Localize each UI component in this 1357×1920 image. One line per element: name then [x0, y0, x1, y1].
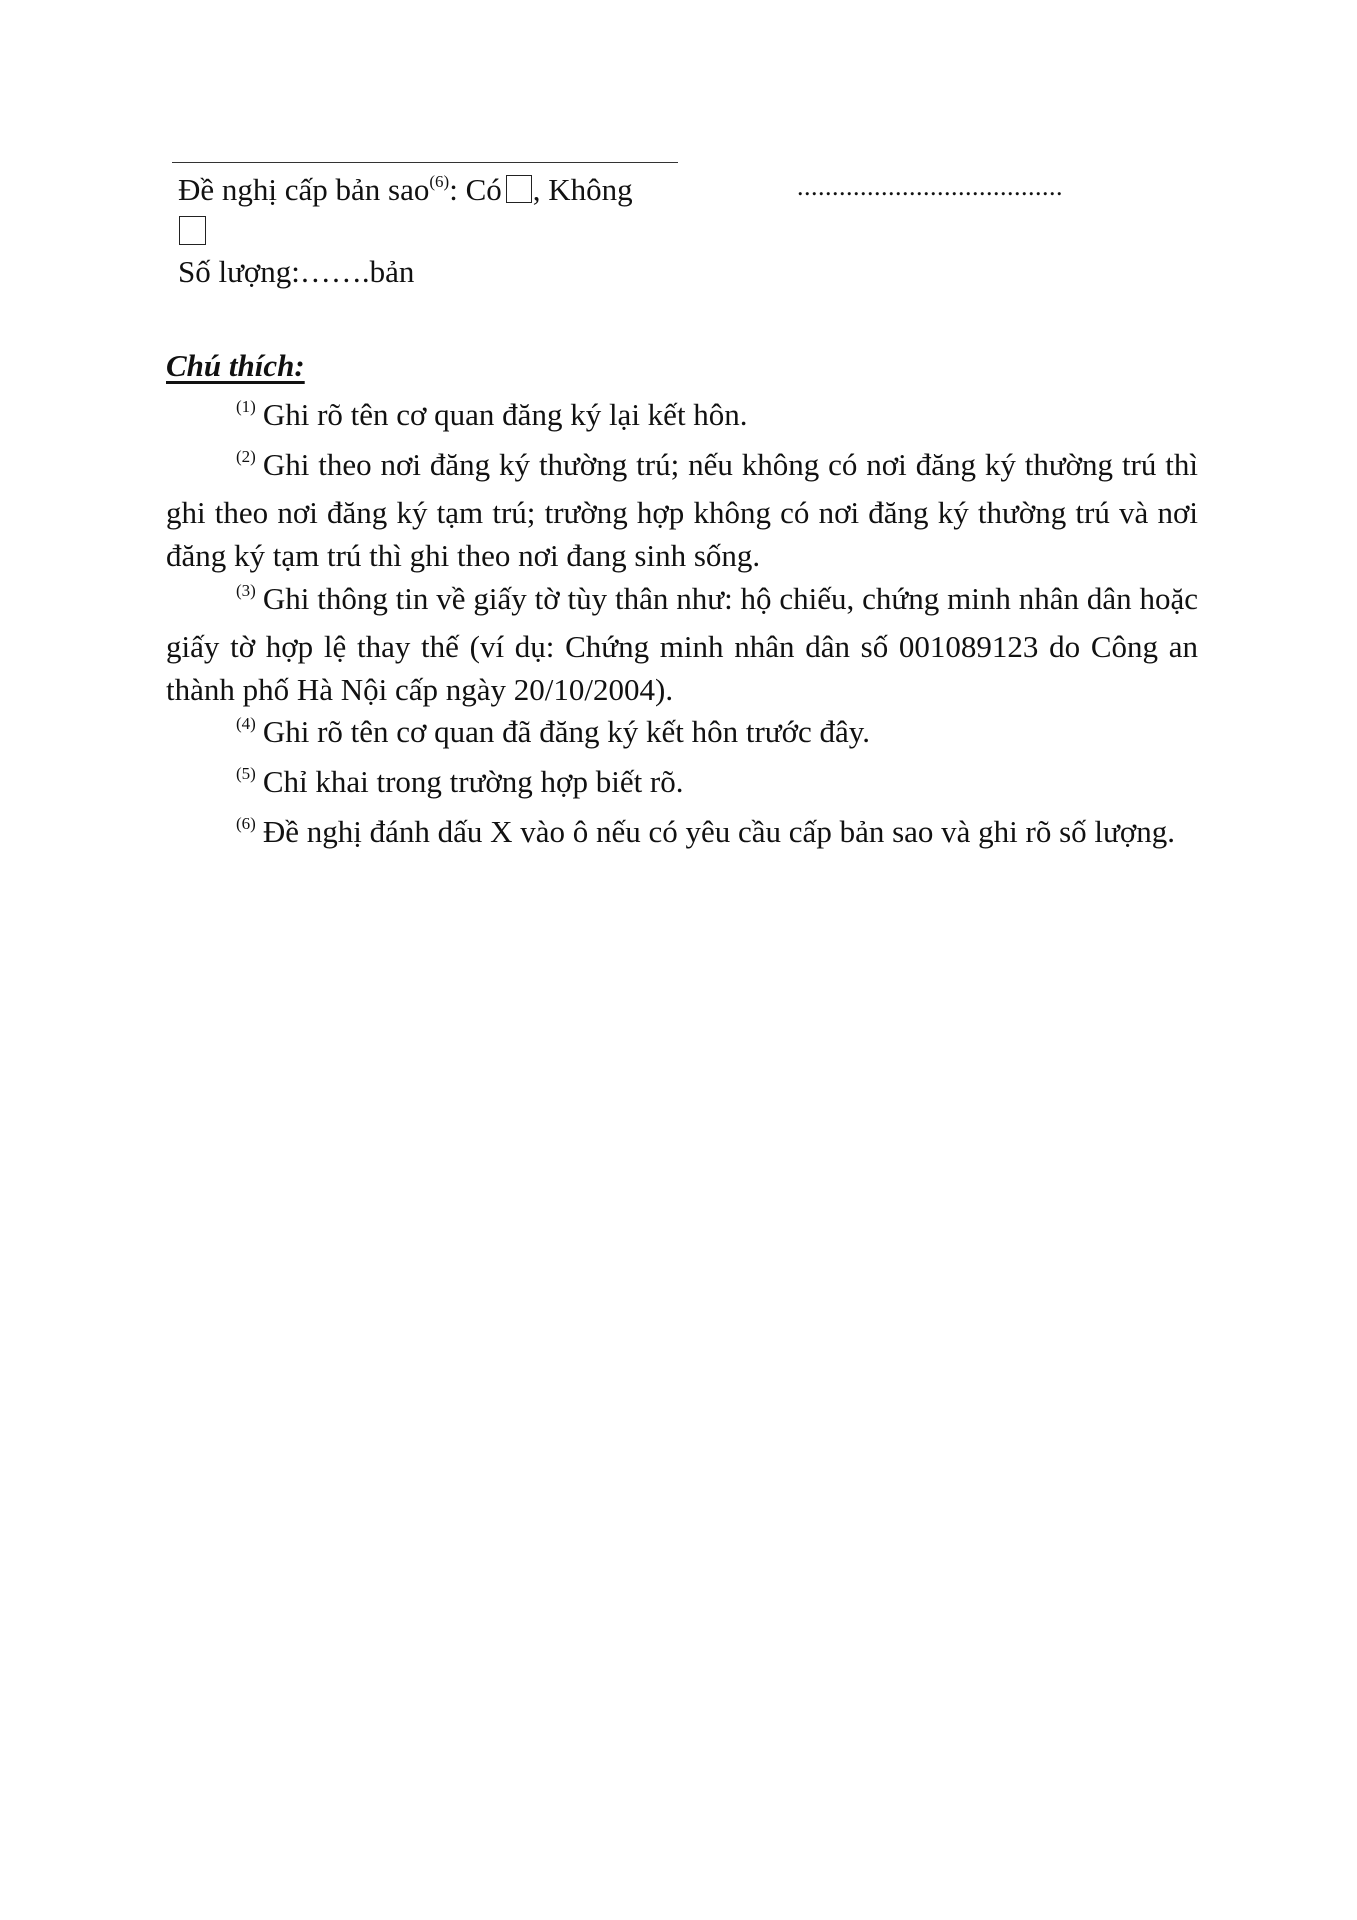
note-text-4: Ghi rõ tên cơ quan đã đăng ký kết hôn trước đây. — [262, 714, 870, 749]
signature-placeholder: ...................................... — [797, 172, 1063, 201]
no-label: , Không — [532, 172, 633, 207]
note-item-1 — [166, 393, 1198, 441]
note-text-3: Ghi thông tin về giấy tờ tùy thân như: hộ chiếu, chứng minh nhân dân hoặc giấy tờ hợp lệ thay thế (ví dụ: Chứng minh nhân dân số 001089123 do Công an thành phố Hà Nội cấp ngày 20/10/2004). — [166, 581, 1198, 707]
copy-request-separator: : — [449, 172, 466, 207]
yes-checkbox[interactable] — [506, 175, 532, 203]
note-ref-2: (2) — [236, 447, 256, 466]
note-text-5: Chỉ khai trong trường hợp biết rõ. — [262, 764, 684, 799]
copy-request-footnote-ref: (6) — [429, 172, 450, 191]
notes-title: Chú thích: — [166, 348, 305, 383]
note-ref-4: (4) — [236, 714, 256, 733]
note-item-4 — [166, 710, 1198, 758]
yes-label: Có — [465, 172, 502, 207]
note-text-2: Ghi theo nơi đăng ký thường trú; nếu không có nơi đăng ký thường trú thì ghi theo nơi đăng ký tạm trú; trường hợp không có nơi đăng ký thường trú và nơi đăng ký tạm trú thì ghi theo nơi đang sinh sống. — [166, 447, 1198, 573]
note-ref-6: (6) — [236, 814, 256, 833]
note-text-6: Đề nghị đánh dấu X vào ô nếu có yêu cầu cấp bản sao và ghi rõ số lượng. — [262, 814, 1175, 849]
note-ref-1: (1) — [236, 397, 256, 416]
copy-request-label: Đề nghị cấp bản sao — [178, 172, 430, 207]
note-item-2 — [166, 443, 1198, 577]
note-ref-5: (5) — [236, 764, 256, 783]
note-item-3 — [166, 577, 1198, 711]
note-text-1: Ghi rõ tên cơ quan đăng ký lại kết hôn. — [262, 397, 748, 432]
note-item-6 — [166, 810, 1198, 858]
copy-quantity-line: Số lượng:…….bản — [178, 254, 415, 289]
copy-request-line — [178, 170, 633, 215]
footnote-separator-line — [172, 162, 678, 163]
note-ref-3: (3) — [236, 581, 256, 600]
no-checkbox[interactable] — [179, 216, 206, 245]
note-item-5 — [166, 760, 1198, 808]
